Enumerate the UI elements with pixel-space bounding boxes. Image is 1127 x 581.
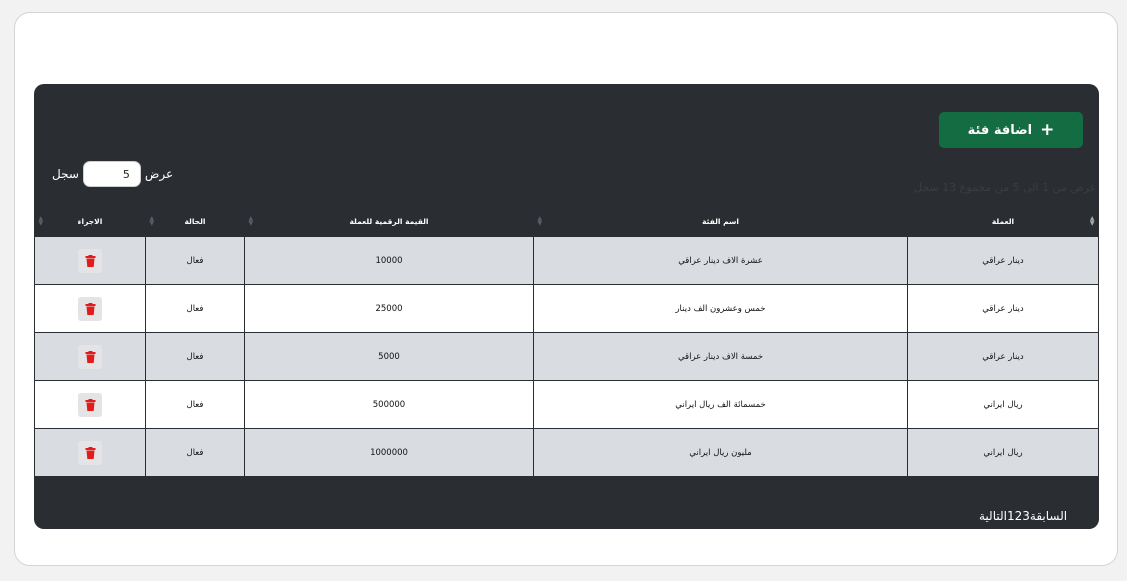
page-length-value: 5 <box>122 167 130 181</box>
header-numeric-value[interactable]: القيمة الرقمية للعملة ▲ ▼ <box>248 215 429 227</box>
delete-button[interactable] <box>78 393 102 417</box>
table-row <box>35 333 1099 381</box>
table-header-row <box>35 206 1099 237</box>
trash-icon <box>85 351 96 363</box>
page-length-select[interactable] <box>83 161 141 187</box>
sort-icon: ▲ ▼ <box>248 215 254 227</box>
sort-icon: ▲ ▼ <box>149 215 155 227</box>
cell-action <box>35 333 146 381</box>
pagination-page-1[interactable]: 1 <box>1006 509 1015 523</box>
sort-icon: ▲ ▼ <box>38 215 44 227</box>
delete-button[interactable] <box>78 297 102 321</box>
cell-numeric-value: 25000 <box>245 285 534 333</box>
cell-status: فعال <box>146 285 245 333</box>
cell-numeric-value: 5000 <box>245 333 534 381</box>
trash-icon <box>85 399 96 411</box>
cell-category-name: مليون ريال ايراني <box>534 429 908 477</box>
length-suffix: سجل <box>52 167 79 181</box>
cell-currency: دينار عراقي <box>908 333 1099 381</box>
cell-status: فعال <box>146 429 245 477</box>
categories-panel <box>34 84 1099 529</box>
cell-status: فعال <box>146 333 245 381</box>
table-row <box>35 285 1099 333</box>
cell-category-name: عشرة الاف دينار عراقي <box>534 237 908 285</box>
cell-action <box>35 381 146 429</box>
pagination <box>979 509 1067 523</box>
page-length-control <box>52 160 173 188</box>
trash-icon <box>85 255 96 267</box>
cell-numeric-value: 1000000 <box>245 429 534 477</box>
cell-category-name: خمسمائة الف ريال ايراني <box>534 381 908 429</box>
table-info: عرض من 1 الى 5 من مجموع 13 سجل <box>914 181 1097 194</box>
cell-category-name: خمس وعشرون الف دينار <box>534 285 908 333</box>
header-category-name[interactable]: اسم الفئة ▲ ▼ <box>537 215 739 227</box>
sort-icon: ▲ ▼ <box>1089 215 1095 227</box>
cell-numeric-value: 500000 <box>245 381 534 429</box>
cell-status: فعال <box>146 381 245 429</box>
header-status[interactable]: الحالة ▲ ▼ <box>149 215 206 227</box>
cell-currency: ريال ايراني <box>908 381 1099 429</box>
header-currency[interactable]: العملة ▲ ▼ <box>991 215 1095 227</box>
pagination-page-3[interactable]: 3 <box>1022 509 1030 523</box>
cell-action <box>35 429 146 477</box>
pagination-page-2[interactable]: 2 <box>1014 509 1023 523</box>
table-row <box>35 237 1099 285</box>
add-category-label: اضافة فئة <box>967 122 1033 138</box>
trash-icon <box>85 447 96 459</box>
header-action[interactable]: الاجراء ▲ ▼ <box>38 215 103 227</box>
cell-action <box>35 237 146 285</box>
table-row <box>35 429 1099 477</box>
length-prefix: عرض <box>144 167 174 181</box>
pagination-prev[interactable]: السابقة <box>1029 509 1068 523</box>
cell-currency: دينار عراقي <box>908 285 1099 333</box>
cell-status: فعال <box>146 237 245 285</box>
trash-icon <box>85 303 96 315</box>
cell-category-name: خمسة الاف دينار عراقي <box>534 333 908 381</box>
delete-button[interactable] <box>78 249 102 273</box>
cell-action <box>35 285 146 333</box>
add-category-button[interactable] <box>939 112 1083 148</box>
table-row <box>35 381 1099 429</box>
categories-table <box>34 206 1099 477</box>
cell-numeric-value: 10000 <box>245 237 534 285</box>
delete-button[interactable] <box>78 441 102 465</box>
sort-icon: ▲ ▼ <box>537 215 543 227</box>
delete-button[interactable] <box>78 345 102 369</box>
cell-currency: دينار عراقي <box>908 237 1099 285</box>
cell-currency: ريال ايراني <box>908 429 1099 477</box>
pagination-next[interactable]: التالية <box>979 509 1007 523</box>
plus-icon: + <box>1040 119 1055 140</box>
